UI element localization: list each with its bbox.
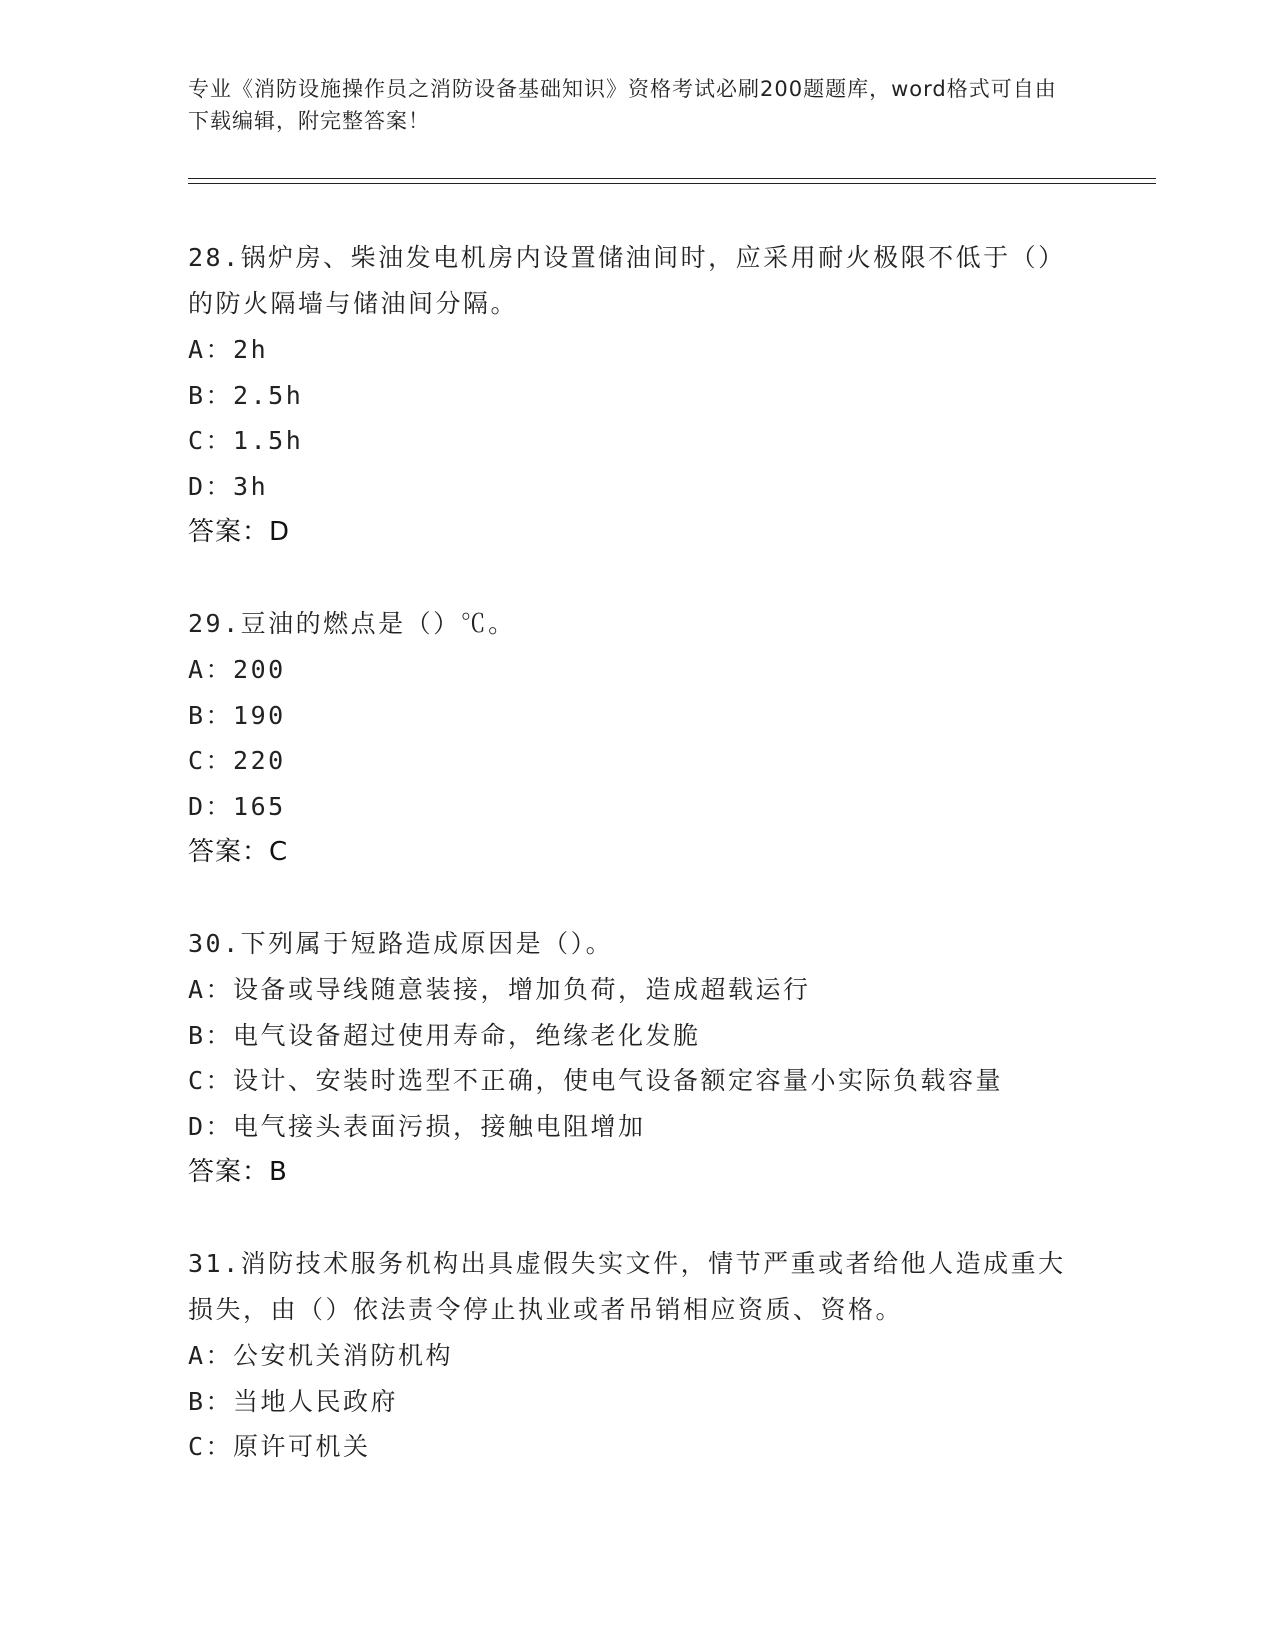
answer-line: 答案：D bbox=[188, 517, 291, 547]
document-intro: 专业《消防设施操作员之消防设备基础知识》资格考试必刷200题题库，word格式可自由下载编辑，附完整答案！ bbox=[188, 77, 1057, 133]
option-a: A：公安机关消防机构 bbox=[188, 1341, 454, 1370]
option-c: C：设计、安装时选型不正确，使电气设备额定容量小实际负载容量 bbox=[188, 1066, 1004, 1095]
option-d: D：电气接头表面污损，接触电阻增加 bbox=[188, 1111, 646, 1141]
question-text: 30.下列属于短路造成原因是（）。 bbox=[188, 929, 614, 958]
question-31 bbox=[188, 1241, 1088, 1470]
option-a: A：2h bbox=[188, 335, 269, 364]
question-list bbox=[188, 235, 1088, 1516]
option-a: A：设备或导线随意装接，增加负荷，造成超载运行 bbox=[188, 975, 811, 1004]
option-c: C：1.5h bbox=[188, 426, 304, 455]
option-c: C：原许可机关 bbox=[188, 1432, 371, 1461]
option-d: D：165 bbox=[188, 791, 286, 821]
answer-line: 答案：C bbox=[188, 837, 289, 867]
option-c: C：220 bbox=[188, 746, 286, 775]
question-30 bbox=[188, 921, 1088, 1195]
header-divider-bottom bbox=[188, 183, 1156, 184]
question-text: 28.锅炉房、柴油发电机房内设置储油间时，应采用耐火极限不低于（）的防火隔墙与储油间分隔。 bbox=[188, 243, 1066, 318]
header-divider-top bbox=[188, 178, 1156, 179]
option-d: D：3h bbox=[188, 471, 269, 501]
option-b: B：190 bbox=[188, 700, 286, 730]
question-text: 29.豆油的燃点是（）℃。 bbox=[188, 609, 516, 638]
option-b: B：2.5h bbox=[188, 380, 304, 410]
answer-line: 答案：B bbox=[188, 1157, 288, 1187]
option-a: A：200 bbox=[188, 655, 286, 684]
question-29 bbox=[188, 601, 1088, 875]
question-text: 31.消防技术服务机构出具虚假失实文件，情节严重或者给他人造成重大损失，由（）依法责令停止执业或者吊销相应资质、资格。 bbox=[188, 1249, 1066, 1324]
question-28 bbox=[188, 235, 1088, 555]
option-b: B：电气设备超过使用寿命，绝缘老化发脆 bbox=[188, 1020, 701, 1050]
option-b: B：当地人民政府 bbox=[188, 1386, 399, 1416]
